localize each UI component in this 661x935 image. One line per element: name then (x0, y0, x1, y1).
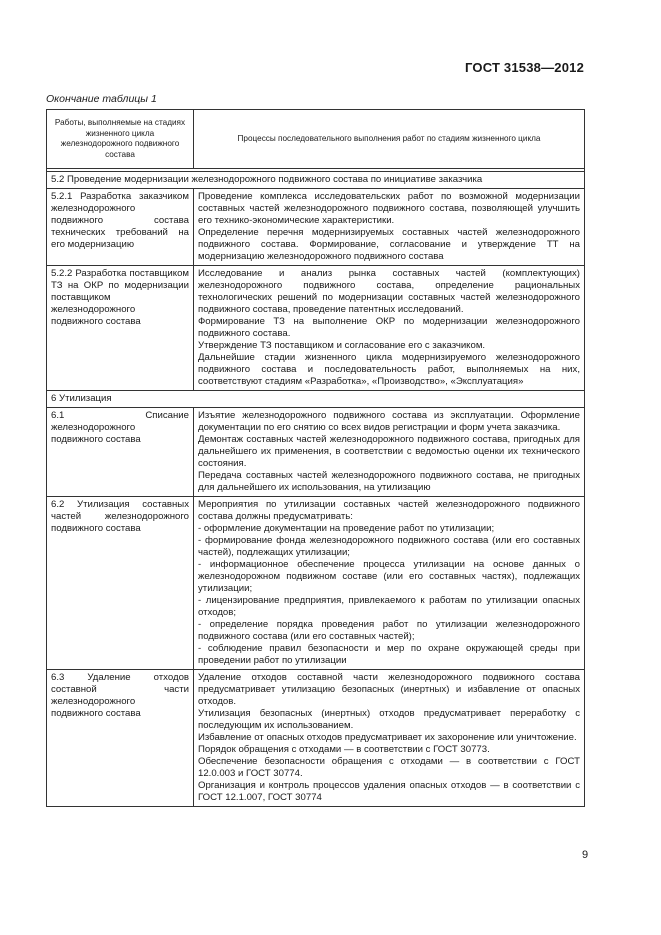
process-paragraph: Удаление отходов составной части железнодорожного подвижного состава предусматривает утилизацию безопасных (инертных) и избавление от опасных отходов. (198, 672, 580, 707)
work-6-3: 6.3 Удаление отходов составной части железнодорожного подвижного состава (47, 670, 194, 807)
process-paragraph: Демонтаж составных частей железнодорожного подвижного состава, пригодных для дальнейшего их применения, в соответствии с ведомостью оценки их технического состояния. (198, 434, 580, 469)
process-paragraph: - информационное обеспечение процесса утилизации на основе данных о железнодорожном подвижном составе (или его составных частях), подлежащих утилизации; (198, 559, 580, 594)
process-paragraph: Избавление от опасных отходов предусматривает их захоронение или уничтожение. (198, 732, 577, 743)
process-paragraph: Утилизация безопасных (инертных) отходов предусматривает переработку с последующим их использованием. (198, 708, 580, 731)
page-number: 9 (582, 849, 589, 861)
process-paragraph: Порядок обращения с отходами — в соответствии с ГОСТ 30773. (198, 744, 490, 755)
table-row-6-2 (47, 497, 585, 670)
process-paragraph: - лицензирование предприятия, привлекаемого к работам по утилизации опасных отходов; (198, 595, 580, 618)
table-row-5-2-2 (47, 266, 585, 391)
process-paragraph: - определение порядка проведения работ по утилизации железнодорожного подвижного состава (или его составных частей); (198, 619, 580, 642)
process-paragraph: - формирование фонда железнодорожного подвижного состава (или его составных частей), подлежащих утилизации; (198, 535, 580, 558)
section-6-title: 6 Утилизация (47, 391, 585, 408)
work-6-1: 6.1 Списание железнодорожного подвижного состава (47, 408, 194, 497)
work-5-2-2: 5.2.2 Разработка поставщиком ТЗ на ОКР по модернизации поставщиком железнодорожного подвижного состава (47, 266, 194, 391)
process-paragraph: Обеспечение безопасности обращения с отходами — в соответствии с ГОСТ 12.0.003 и ГОСТ 30774. (198, 756, 580, 779)
process-6-1 (194, 408, 585, 497)
process-paragraph: Организация и контроль процессов удаления опасных отходов — в соответствии с ГОСТ 12.1.007, ГОСТ 30774 (198, 780, 580, 803)
process-paragraph: Утверждение ТЗ поставщиком и согласование его с заказчиком. (198, 340, 486, 351)
section-5-2-title: 5.2 Проведение модернизации железнодорожного подвижного состава по инициативе заказчика (47, 172, 585, 189)
lifecycle-table (46, 109, 585, 807)
process-paragraph: Дальнейшие стадии жизненного цикла модернизируемого железнодорожного подвижного состава и последовательность работ, выполняемых на них, соответствуют стадиям «Разработка», «Производство», «Эксплуатация» (198, 352, 580, 387)
process-paragraph: Определение перечня модернизируемых составных частей железнодорожного подвижного состава. Формирование, согласование и утверждение ТТ на модернизацию железнодорожного подвижного состава (198, 227, 580, 262)
table-header-row (47, 110, 585, 169)
section-row-5-2 (47, 172, 585, 189)
process-paragraph: - оформление документации на проведение работ по утилизации; (198, 523, 495, 534)
process-paragraph: - соблюдение правил безопасности и мер по охране окружающей среды при проведении работ по утилизации (198, 643, 580, 666)
table-caption: Окончание таблицы 1 (46, 93, 157, 105)
process-paragraph: Передача составных частей железнодорожного подвижного состава, не пригодных для дальнейшего их использования, на утилизацию (198, 470, 580, 493)
process-paragraph: Мероприятия по утилизации составных частей железнодорожного подвижного состава должны предусматривать: (198, 499, 580, 522)
table-row-5-2-1 (47, 189, 585, 266)
work-5-2-1: 5.2.1 Разработка заказчиком железнодорожного подвижного состава технических требований на его модернизацию (47, 189, 194, 266)
process-5-2-1 (194, 189, 585, 266)
section-row-6 (47, 391, 585, 408)
header-works: Работы, выполняемые на стадиях жизненного цикла железнодорожного подвижного состава (47, 110, 194, 169)
process-6-3 (194, 670, 585, 807)
process-paragraph: Формирование ТЗ на выполнение ОКР по модернизации железнодорожного подвижного состава. (198, 316, 580, 339)
process-6-2 (194, 497, 585, 670)
table-row-6-3 (47, 670, 585, 807)
process-5-2-2 (194, 266, 585, 391)
table-row-6-1 (47, 408, 585, 497)
work-6-2: 6.2 Утилизация составных частей железнодорожного подвижного состава (47, 497, 194, 670)
header-processes: Процессы последовательного выполнения работ по стадиям жизненного цикла (194, 110, 585, 169)
process-paragraph: Изъятие железнодорожного подвижного состава из эксплуатации. Оформление документации по его снятию со всех видов регистрации и форм учета заказчика. (198, 410, 580, 433)
process-paragraph: Проведение комплекса исследовательских работ по возможной модернизации составных частей железнодорожного подвижного состава, позволяющей улучшить его технико-экономические характеристики. (198, 191, 580, 226)
process-paragraph: Исследование и анализ рынка составных частей (комплектующих) железнодорожного подвижного состава, определение рациональных технологических решений по модернизации составных частей железнодорожного подвижного состава, проведение патентных исследований. (198, 268, 580, 315)
standard-number: ГОСТ 31538—2012 (465, 60, 584, 75)
